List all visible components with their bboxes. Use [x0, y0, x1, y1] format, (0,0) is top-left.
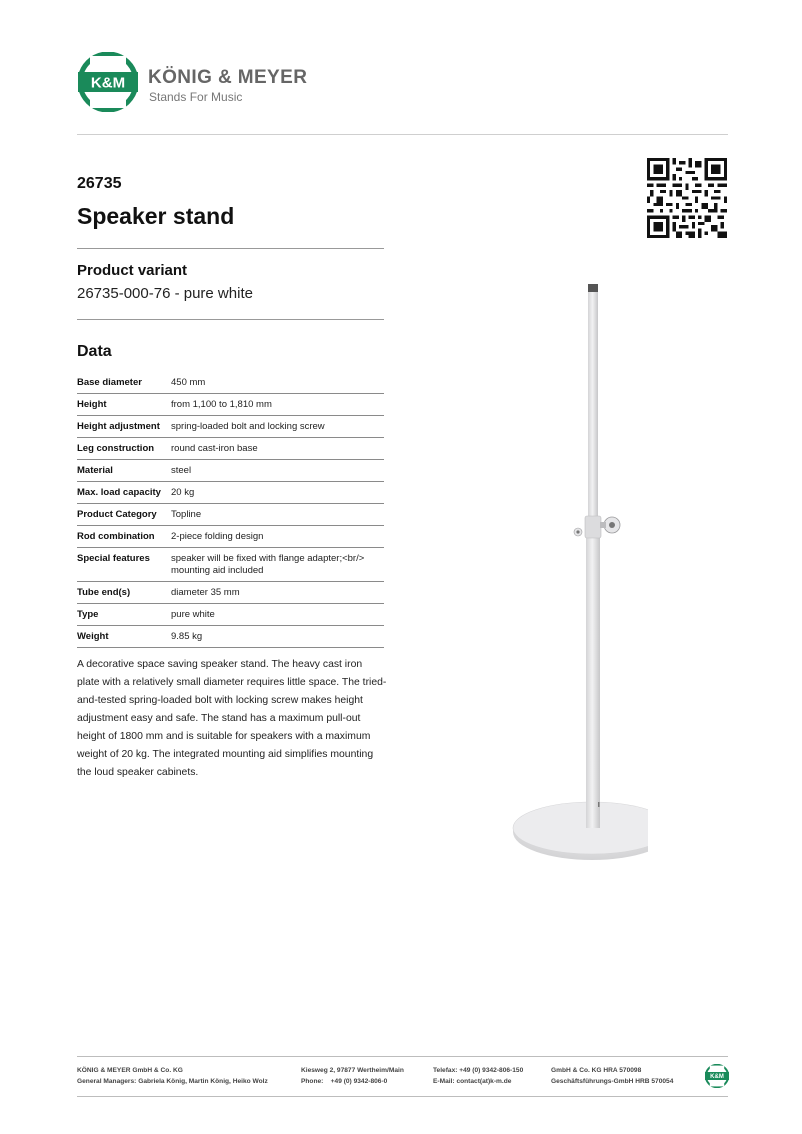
table-row [77, 482, 384, 504]
row-key: Weight [77, 626, 171, 648]
row-key: Product Category [77, 504, 171, 526]
row-value: round cast-iron base [171, 438, 384, 460]
footer-text: Geschäftsführungs-GmbH HRB 570054 [551, 1078, 674, 1085]
table-row [77, 438, 384, 460]
row-value: 2-piece folding design [171, 526, 384, 548]
row-value: spring-loaded bolt and locking screw [171, 416, 384, 438]
row-key: Type [77, 604, 171, 626]
table-row [77, 526, 384, 548]
footer-logo-text: K&M [710, 1074, 724, 1081]
row-key: Height [77, 394, 171, 416]
data-heading: Data [77, 343, 112, 360]
footer-register [551, 1065, 673, 1087]
footer-text: KÖNIG & MEYER GmbH & Co. KG [77, 1067, 183, 1074]
brand-name: KÖNIG & MEYER [148, 67, 308, 88]
header-divider [77, 134, 728, 135]
row-key: Leg construction [77, 438, 171, 460]
row-value: from 1,100 to 1,810 mm [171, 394, 384, 416]
table-row [77, 582, 384, 604]
table-row [77, 548, 384, 582]
row-value: 450 mm [171, 372, 384, 394]
divider [77, 248, 384, 249]
table-row [77, 504, 384, 526]
footer-divider [77, 1096, 728, 1097]
product-description: A decorative space saving speaker stand. The heavy cast iron plate with a relatively small diameter requires little space. The tried-and-tested spring-loaded bolt with locking screw makes height adjustment easy and safe. The stand has a maximum pull-out height of 1800 mm and is suitable for speakers with a maximum weight of 20 kg. The integrated mounting aid simplifies mounting the loud speaker cabinets. [77, 659, 387, 778]
table-row [77, 626, 384, 648]
footer-text: General Managers: Gabriela König, Martin König, Heiko Wolz [77, 1078, 268, 1085]
row-value: steel [171, 460, 384, 482]
footer-address [301, 1065, 404, 1087]
footer-km-logo [705, 1064, 729, 1088]
row-key: Max. load capacity [77, 482, 171, 504]
page-title: Speaker stand [77, 203, 235, 229]
footer-text: Kiesweg 2, 97877 Wertheim/Main [301, 1067, 404, 1074]
qr-code-icon[interactable] [647, 158, 727, 238]
row-key: Height adjustment [77, 416, 171, 438]
footer-text: GmbH & Co. KG HRA 570098 [551, 1067, 642, 1074]
row-value: pure white [171, 604, 384, 626]
row-value: 9.85 kg [171, 626, 384, 648]
row-key: Rod combination [77, 526, 171, 548]
table-row [77, 460, 384, 482]
footer-company [77, 1065, 268, 1087]
row-key: Material [77, 460, 171, 482]
table-row [77, 604, 384, 626]
row-key: Special features [77, 548, 171, 582]
table-row [77, 394, 384, 416]
divider [77, 319, 384, 320]
row-key: Base diameter [77, 372, 171, 394]
logo-text: K&M [90, 74, 126, 92]
brand-tagline: Stands For Music [149, 90, 243, 104]
table-row [77, 416, 384, 438]
row-value: diameter 35 mm [171, 582, 384, 604]
variant-heading: Product variant [77, 262, 188, 279]
footer-text: E-Mail: contact(at)k-m.de [433, 1078, 512, 1085]
row-value: speaker will be fixed with flange adapter;<br/> mounting aid included [171, 548, 384, 582]
product-image [508, 280, 648, 860]
footer-text: Telefax: +49 (0) 9342-806-150 [433, 1067, 524, 1074]
row-key: Tube end(s) [77, 582, 171, 604]
footer-text: Phone: +49 (0) 9342-806-0 [301, 1078, 388, 1085]
km-logo [78, 52, 138, 112]
row-value: Topline [171, 504, 384, 526]
table-row [77, 372, 384, 394]
footer-contact [433, 1065, 523, 1087]
footer-divider [77, 1056, 728, 1057]
variant-value: 26735-000-76 - pure white [77, 285, 253, 302]
row-value: 20 kg [171, 482, 384, 504]
data-table [77, 372, 384, 648]
product-number: 26735 [77, 175, 122, 192]
